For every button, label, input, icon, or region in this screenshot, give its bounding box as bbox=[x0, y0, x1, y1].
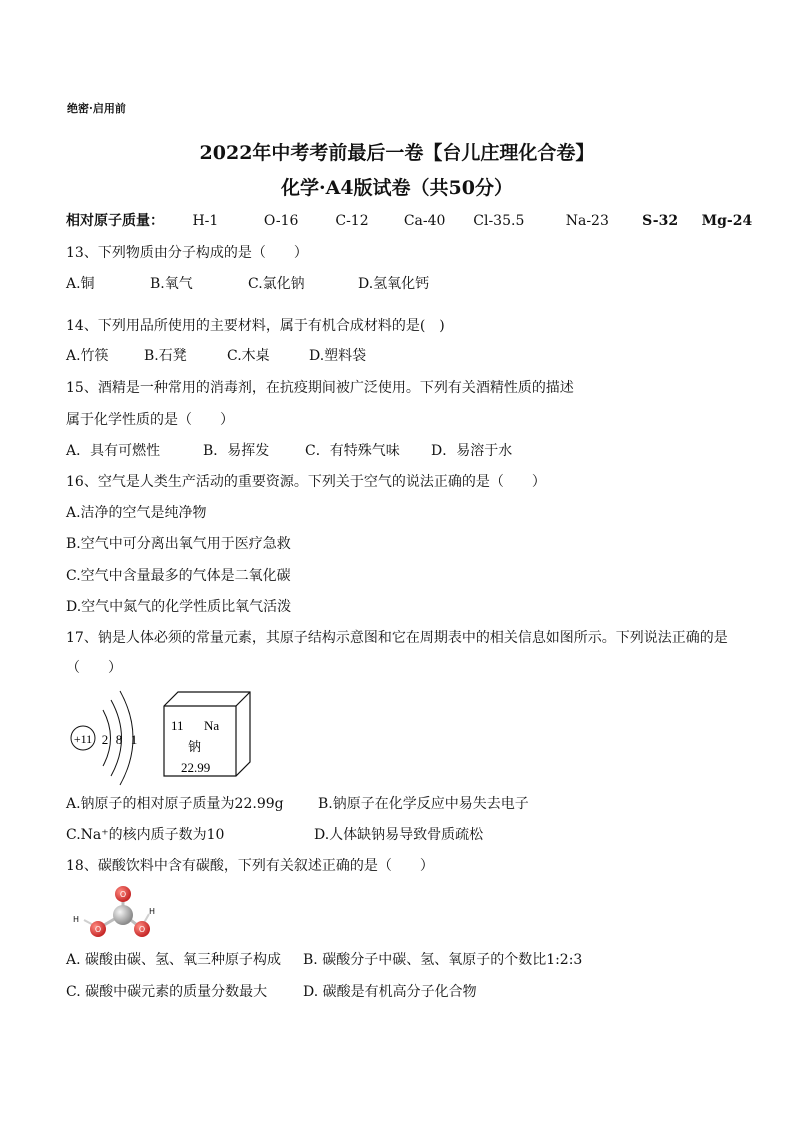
nucleus-charge: +11 bbox=[73, 732, 93, 746]
question-16-option-b[interactable]: B.空气中可分离出氧气用于医疗急救 bbox=[66, 536, 291, 552]
shell-electrons-2: 8 bbox=[115, 732, 123, 747]
question-18-option-d[interactable]: D. 碳酸是有机高分子化合物 bbox=[303, 984, 477, 1000]
question-13-option-c[interactable]: C.氯化钠 bbox=[248, 276, 305, 292]
atom-label: O bbox=[138, 925, 146, 934]
question-15-option-a[interactable]: A．具有可燃性 bbox=[66, 443, 161, 459]
atomic-number: 11 bbox=[171, 718, 184, 733]
atomic-mass-item: Cl-35.5 bbox=[473, 213, 525, 229]
confidential-label: 绝密·启用前 bbox=[67, 102, 126, 115]
question-16-stem: 16、空气是人类生产活动的重要资源。下列关于空气的说法正确的是（ ） bbox=[66, 474, 546, 490]
question-14-stem: 14、下列用品所使用的主要材料，属于有机合成材料的是( ) bbox=[66, 318, 445, 334]
element-symbol: Na bbox=[204, 718, 220, 733]
atom-label: O bbox=[94, 925, 102, 934]
sodium-atom-diagram bbox=[66, 688, 162, 788]
atomic-masses-row bbox=[66, 210, 752, 230]
question-15-option-b[interactable]: B．易挥发 bbox=[203, 443, 270, 459]
question-14-option-a[interactable]: A.竹筷 bbox=[66, 348, 109, 364]
atomic-mass-item: Na-23 bbox=[565, 213, 609, 229]
question-18-option-c[interactable]: C. 碳酸中碳元素的质量分数最大 bbox=[66, 984, 268, 1000]
question-15-stem-cont: 属于化学性质的是（ ） bbox=[66, 412, 234, 428]
atomic-mass-item: Ca-40 bbox=[403, 213, 446, 229]
atomic-mass: 22.99 bbox=[181, 760, 211, 775]
question-17-option-c[interactable]: C.Na⁺的核内质子数为10 bbox=[66, 827, 225, 843]
sodium-periodic-cell bbox=[160, 688, 256, 782]
question-16-option-d[interactable]: D.空气中氮气的化学性质比氧气活泼 bbox=[66, 599, 292, 615]
atom-label: H bbox=[148, 907, 156, 916]
atomic-masses-label: 相对原子质量： bbox=[66, 213, 164, 229]
exam-title: 2022年中考考前最后一卷【台儿庄理化合卷】 bbox=[199, 142, 595, 164]
question-17-option-b[interactable]: B.钠原子在化学反应中易失去电子 bbox=[318, 796, 529, 812]
exam-subtitle: 化学·A4版试卷（共50分） bbox=[280, 177, 514, 199]
carbon-atom bbox=[113, 905, 133, 925]
question-14-option-b[interactable]: B.石凳 bbox=[144, 348, 187, 364]
question-17-option-a[interactable]: A.钠原子的相对原子质量为22.99g bbox=[66, 796, 284, 812]
question-17-option-d[interactable]: D.人体缺钠易导致骨质疏松 bbox=[314, 827, 484, 843]
question-13-stem: 13、下列物质由分子构成的是（ ） bbox=[66, 245, 308, 261]
shell-electrons-3: 1 bbox=[130, 732, 138, 747]
question-18-option-a[interactable]: A. 碳酸由碳、氢、氧三种原子构成 bbox=[66, 952, 282, 968]
question-16-option-a[interactable]: A.洁净的空气是纯净物 bbox=[66, 505, 207, 521]
question-15-option-c[interactable]: C．有特殊气味 bbox=[305, 443, 400, 459]
atomic-mass-item: S-32 bbox=[642, 213, 679, 229]
atomic-mass-item: O-16 bbox=[263, 213, 299, 229]
question-16-option-c[interactable]: C.空气中含量最多的气体是二氧化碳 bbox=[66, 568, 291, 584]
question-15-stem: 15、酒精是一种常用的消毒剂，在抗疫期间被广泛使用。下列有关酒精性质的描述 bbox=[66, 380, 574, 396]
atomic-mass-item: Mg-24 bbox=[701, 213, 753, 229]
question-17-stem-cont: （ ） bbox=[66, 660, 122, 676]
question-14-option-d[interactable]: D.塑料袋 bbox=[309, 348, 367, 364]
carbonic-acid-molecule bbox=[70, 882, 166, 944]
atomic-mass-item: C-12 bbox=[335, 213, 369, 229]
shell-electrons-1: 2 bbox=[101, 732, 109, 747]
atomic-mass-item: H-1 bbox=[192, 213, 219, 229]
question-14-option-c[interactable]: C.木桌 bbox=[227, 348, 270, 364]
question-15-option-d[interactable]: D．易溶于水 bbox=[431, 443, 513, 459]
question-18-option-b[interactable]: B. 碳酸分子中碳、氢、氧原子的个数比1:2:3 bbox=[303, 952, 583, 968]
atom-label: H bbox=[72, 915, 80, 924]
question-17-stem: 17、钠是人体必须的常量元素，其原子结构示意图和它在周期表中的相关信息如图所示。下列说法正确的是 bbox=[66, 630, 728, 646]
element-name: 钠 bbox=[188, 740, 202, 755]
question-18-stem: 18、碳酸饮料中含有碳酸，下列有关叙述正确的是（ ） bbox=[66, 858, 434, 874]
question-13-option-d[interactable]: D.氢氧化钙 bbox=[358, 276, 430, 292]
question-13-option-a[interactable]: A.铜 bbox=[66, 276, 95, 292]
question-13-option-b[interactable]: B.氧气 bbox=[150, 276, 193, 292]
atom-label: O bbox=[119, 890, 127, 899]
